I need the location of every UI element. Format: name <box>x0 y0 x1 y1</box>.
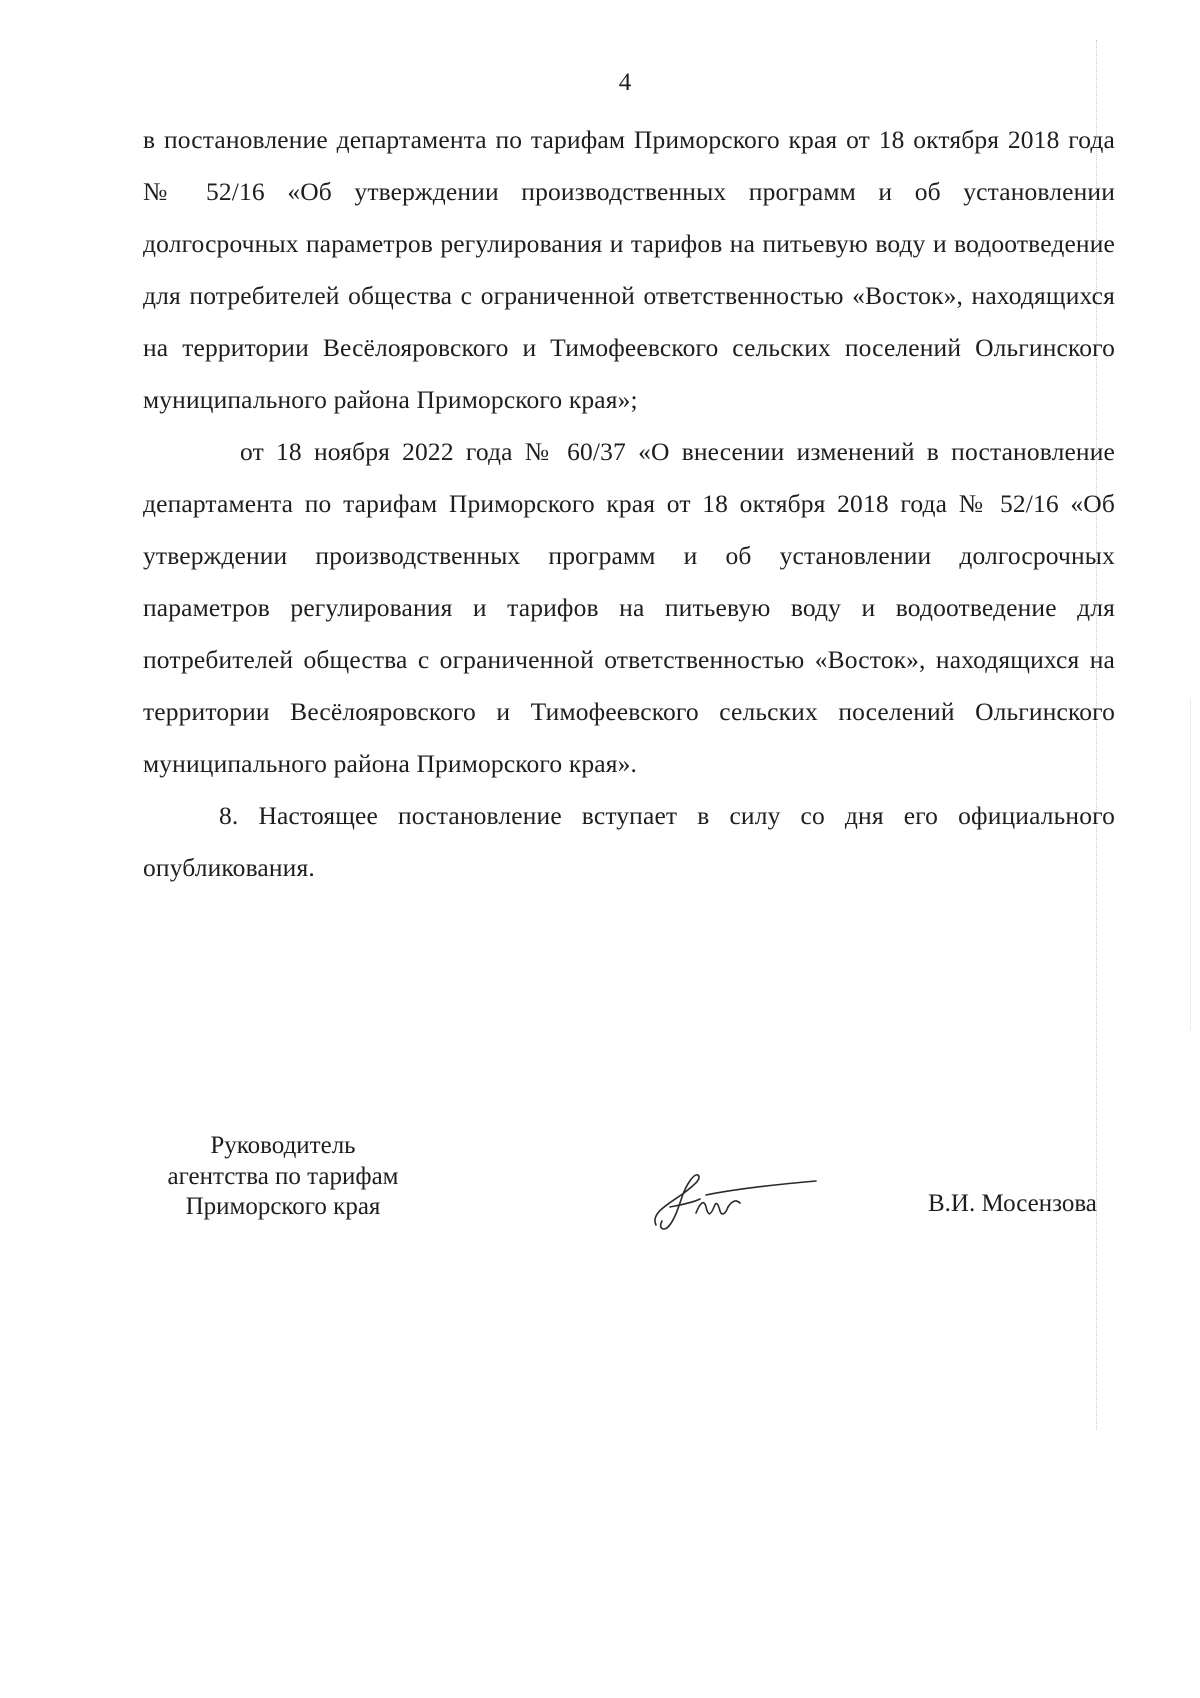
signer-name: В.И. Мосензова <box>928 1190 1097 1217</box>
position-line: Руководитель <box>210 1132 356 1159</box>
position-line: агентства по тарифам <box>167 1162 399 1190</box>
page-number: 4 <box>618 69 632 96</box>
paragraph-clause-8: 8. Настоящее постановление вступает в силу со дня его официального опубликования. <box>143 801 1115 882</box>
signatory-position <box>143 1131 423 1223</box>
handwritten-signature <box>640 1163 820 1243</box>
scan-edge-line-right <box>1190 700 1192 1030</box>
paragraph-amendment-item: от 18 ноября 2022 года № 60/37 «О внесении изменений в постановление департамента по тарифам Приморского края от 18 октября 2018 года № 52/16 «Об утверждении производственных программ и об установлении долгосрочных параметров регулирования и тарифов на питьевую воду и водоотведение для потребителей общества с ограниченной ответственностью «Восток», находящихся на территории Весёлояровского и Тимофеевского сельских поселений Ольгинского муниципального района Приморского края». <box>143 437 1115 778</box>
document-body <box>143 114 1115 894</box>
paragraph-continuation: в постановление департамента по тарифам Приморского края от 18 октября 2018 года № 52/16 «Об утверждении производственных программ и об установлении долгосрочных параметров регулирования и тарифов на питьевую воду и водоотведение для потребителей общества с ограниченной ответственностью «Восток», находящихся на территории Весёлояровского и Тимофеевского сельских поселений Ольгинского муниципального района Приморского края»; <box>143 125 1115 414</box>
position-line: Приморского края <box>185 1193 381 1220</box>
